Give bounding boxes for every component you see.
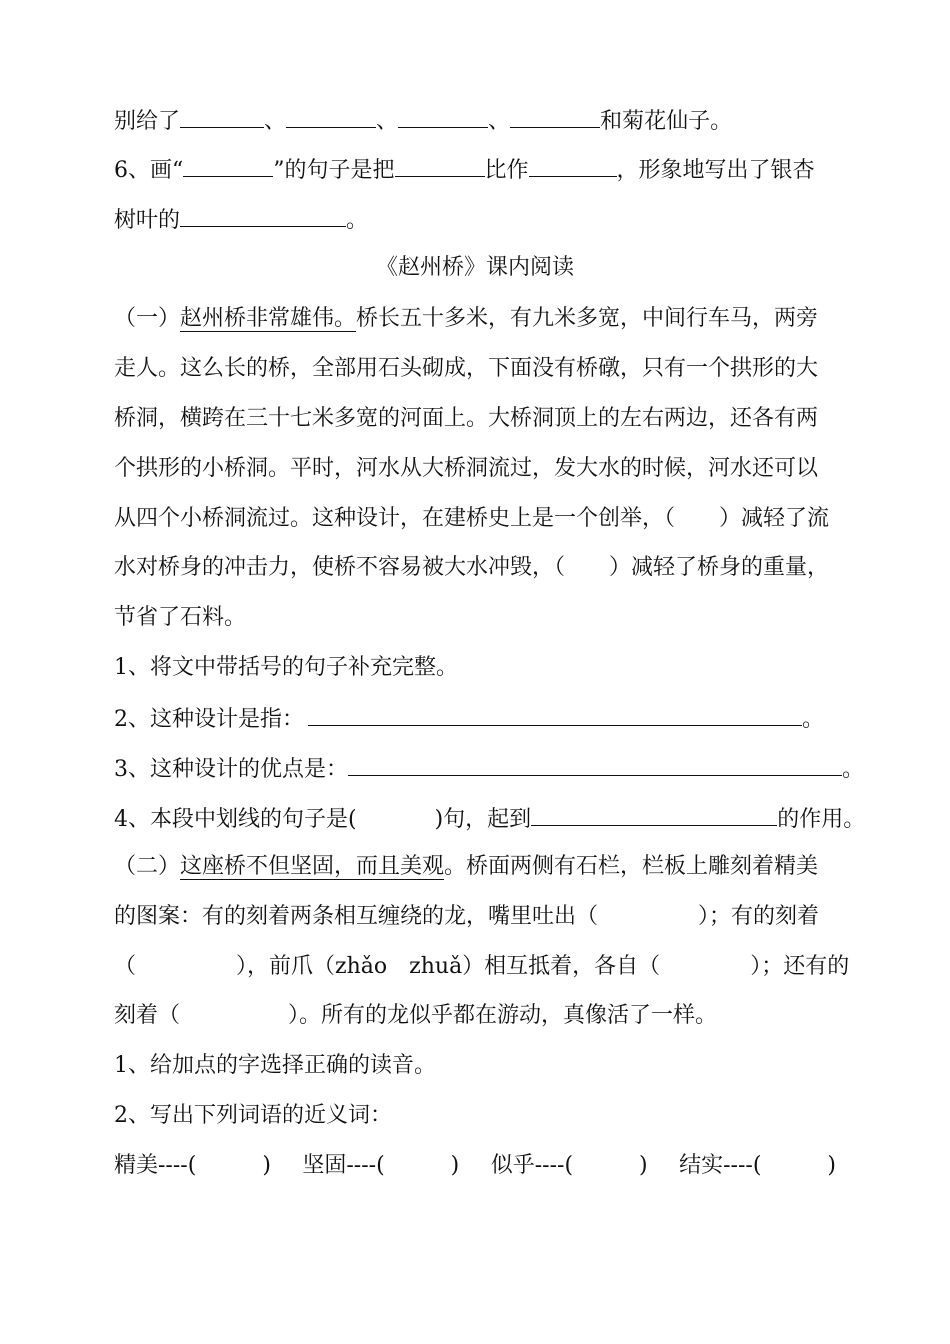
text: 2、这种设计是指： xyxy=(114,707,304,732)
text: 比作 xyxy=(484,158,529,183)
question-2: 2、写出下列词语的近义词： xyxy=(114,1103,392,1128)
passage-2-line-4 xyxy=(114,1001,836,1031)
passage-2-line-3 xyxy=(114,952,850,982)
text: ）减轻了流 xyxy=(719,506,830,531)
passage-1-line-7: 节省了石料。 xyxy=(114,605,247,630)
answer-blank[interactable] xyxy=(531,803,777,826)
answer-blank[interactable] xyxy=(180,204,346,227)
underlined-sentence: 赵州桥非常雄伟。 xyxy=(180,306,357,331)
text-line xyxy=(114,204,836,236)
text: （一） xyxy=(114,306,181,331)
text: 桥长五十多米，有九米多宽，中间行车马，两旁 xyxy=(356,306,819,331)
text: 和菊花仙子。 xyxy=(600,109,733,134)
synonym-row xyxy=(114,1151,836,1181)
answer-blank[interactable] xyxy=(308,703,802,726)
synonym-item[interactable]: 结实----( ) xyxy=(679,1153,836,1178)
text: 、 xyxy=(488,109,511,134)
text: 树叶的 xyxy=(114,208,181,233)
text: )句，起到 xyxy=(434,807,532,832)
text: ）；有的刻着 xyxy=(698,904,820,929)
text: 3、这种设计的优点是： xyxy=(114,757,348,782)
answer-blank[interactable] xyxy=(183,154,273,177)
text: 从四个小桥洞流过。这种设计，在建桥史上是一个创举，（ xyxy=(114,506,676,531)
text: 刻着（ xyxy=(114,1003,181,1028)
text: 的作用。 xyxy=(777,807,866,832)
text: 别给了 xyxy=(114,109,181,134)
synonym-item[interactable]: 精美----( ) xyxy=(114,1153,271,1178)
text: （ xyxy=(114,954,137,979)
text: 、 xyxy=(264,109,287,134)
question-2 xyxy=(114,703,836,735)
passage-1-line-2: 走人。这么长的桥，全部用石头砌成，下面没有桥礅，只有一个拱形的大 xyxy=(114,356,819,381)
question-3 xyxy=(114,753,865,785)
answer-blank[interactable] xyxy=(510,105,600,128)
passage-1-line-4: 个拱形的小桥洞。平时，河水从大桥洞流过，发大水的时候，河水还可以 xyxy=(114,456,819,481)
text: ）；还有的 xyxy=(750,954,850,979)
synonym-item[interactable]: 坚固----( ) xyxy=(302,1153,460,1178)
underlined-sentence: 这座桥不但坚固，而且美观 xyxy=(180,854,445,879)
text: ）减轻了桥身的重量， xyxy=(609,555,830,580)
question-1: 1、将文中带括号的句子补充完整。 xyxy=(114,655,458,680)
answer-blank[interactable] xyxy=(529,154,617,177)
passage-1-line-1 xyxy=(114,304,836,334)
synonym-item[interactable]: 似乎----( ) xyxy=(490,1153,648,1178)
text: （二） xyxy=(114,854,181,879)
text: 的图案：有的刻着两条相互缠绕的龙，嘴里吐出（ xyxy=(114,904,599,929)
section-title: 《赵州桥》课内阅读 xyxy=(375,255,574,280)
text: ”的句子是把 xyxy=(273,158,395,183)
text: 6、画“ xyxy=(114,158,184,183)
text: ，形象地写出了银杏 xyxy=(616,158,815,183)
question-1: 1、给加点的字选择正确的读音。 xyxy=(114,1053,436,1078)
text: 。桥面两侧有石栏，栏板上雕刻着精美 xyxy=(444,854,819,879)
answer-blank[interactable] xyxy=(180,105,264,128)
text: 水对桥身的冲击力，使桥不容易被大水冲毁，（ xyxy=(114,555,566,580)
passage-1-line-5 xyxy=(114,504,836,534)
question-6 xyxy=(114,154,836,186)
text: ），前爪（zhǎo zhuǎ）相互抵着，各自（ xyxy=(236,954,661,979)
answer-blank[interactable] xyxy=(395,154,485,177)
passage-1-line-6 xyxy=(114,553,836,583)
passage-2-line-1 xyxy=(114,852,836,882)
text: 。 xyxy=(842,757,865,782)
answer-blank[interactable] xyxy=(348,753,842,776)
passage-2-line-2 xyxy=(114,902,836,932)
answer-blank[interactable] xyxy=(286,105,376,128)
text: ）。所有的龙似乎都在游动，真像活了一样。 xyxy=(288,1003,718,1028)
text-line xyxy=(114,105,836,137)
text: 。 xyxy=(346,208,369,233)
text: 。 xyxy=(802,707,825,732)
question-4 xyxy=(114,803,866,835)
passage-1-line-3: 桥洞，横跨在三十七米多宽的河面上。大桥洞顶上的左右两边，还各有两 xyxy=(114,406,819,431)
answer-blank[interactable] xyxy=(398,105,488,128)
text: 、 xyxy=(376,109,399,134)
text: 4、本段中划线的句子是( xyxy=(114,807,357,832)
